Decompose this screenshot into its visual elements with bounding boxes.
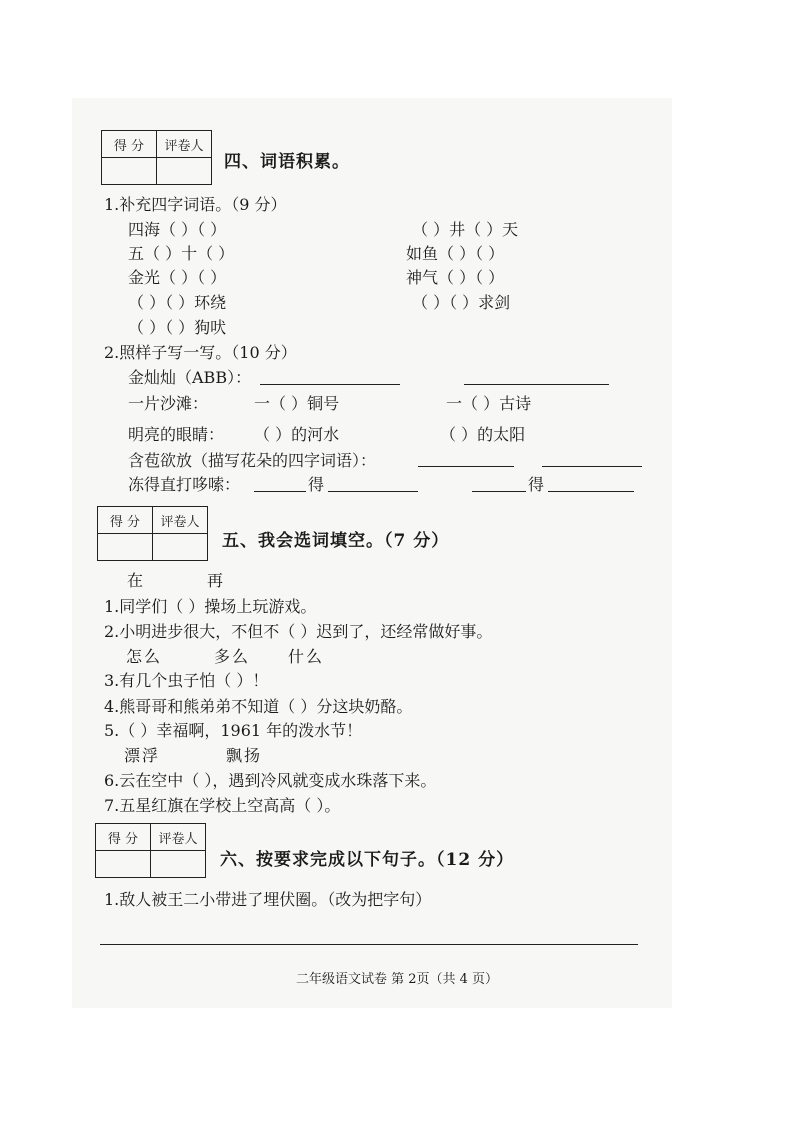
q4-1-left-1: 五（ ）十（ ） <box>128 244 235 263</box>
q4-2-line3-a: 明亮的眼睛： <box>128 425 225 444</box>
q5-4: 4.熊哥哥和熊弟弟不知道（ ）分这块奶酪。 <box>104 697 413 716</box>
score-label: 得 分 <box>96 824 151 851</box>
q5-2: 2.小明进步很大，不但不（ ）迟到了，还经常做好事。 <box>104 622 493 641</box>
score-cell[interactable] <box>98 534 153 561</box>
grader-cell[interactable] <box>157 158 212 185</box>
section5-title: 五、我会选词填空。（7 分） <box>222 531 450 551</box>
word-option: 在 <box>127 571 144 590</box>
score-label: 得 分 <box>98 507 153 534</box>
score-box-section4 <box>101 130 212 185</box>
word-option: 飘扬 <box>226 746 263 765</box>
q4-2-line5-a: 冻得直打哆嗦： <box>128 475 241 494</box>
bottom-rule <box>100 944 638 945</box>
score-cell[interactable] <box>96 851 151 878</box>
answer-line[interactable] <box>328 491 418 492</box>
score-cell[interactable] <box>102 158 157 185</box>
q4-1-left-2: 金光（ ）（ ） <box>128 268 227 287</box>
q4-2-line2-b: 一（ ）铜号 <box>254 394 340 413</box>
q4-2-line4: 含苞欲放（描写花朵的四字词语）： <box>128 451 377 470</box>
answer-line[interactable] <box>548 491 634 492</box>
answer-line[interactable] <box>418 466 514 467</box>
word-option: 多么 <box>214 647 251 666</box>
answer-line[interactable] <box>254 491 306 492</box>
q4-1-right-0: （ ）井（ ）天 <box>412 220 519 239</box>
word-option: 再 <box>207 571 224 590</box>
q4-1-right-3: （ ）（ ）求剑 <box>412 293 511 312</box>
answer-line[interactable] <box>464 384 609 385</box>
answer-line[interactable] <box>260 384 400 385</box>
grader-cell[interactable] <box>151 851 206 878</box>
q5-3: 3.有几个虫子怕（ ）！ <box>104 671 269 690</box>
q5-7: 7.五星红旗在学校上空高高（ ）。 <box>104 796 341 815</box>
word-option: 什么 <box>288 647 325 666</box>
score-box-section6 <box>95 823 206 878</box>
section6-title: 六、按要求完成以下句子。（12 分） <box>220 850 515 870</box>
score-box-section5 <box>97 506 208 561</box>
q4-2-line3-b: （ ）的河水 <box>254 425 340 444</box>
q5-6: 6.云在空中（ ），遇到冷风就变成水珠落下来。 <box>104 771 437 790</box>
grader-label: 评卷人 <box>157 131 212 158</box>
q4-2-line5-de2: 得 <box>528 475 545 494</box>
q4-2-line1: 金灿灿（ABB）： <box>128 368 252 387</box>
answer-line[interactable] <box>472 491 526 492</box>
q4-2-line3-c: （ ）的太阳 <box>440 425 526 444</box>
page-footer: 二年级语文试卷 第 2页（共 4 页） <box>295 972 499 987</box>
grader-label: 评卷人 <box>151 824 206 851</box>
q4-2-line2-a: 一片沙滩： <box>128 394 209 413</box>
score-label: 得 分 <box>102 131 157 158</box>
word-option: 漂浮 <box>124 746 161 765</box>
q4-2-label: 2.照样子写一写。（10 分） <box>104 343 297 362</box>
q4-2-line5-de1: 得 <box>308 475 325 494</box>
word-option: 怎么 <box>126 647 163 666</box>
q5-5: 5.（ ）幸福啊，1961 年的泼水节！ <box>104 721 363 740</box>
q4-1-right-2: 神气（ ）（ ） <box>406 268 505 287</box>
section4-title: 四、词语积累。 <box>224 152 350 172</box>
q4-1-left-4: （ ）（ ）狗吠 <box>128 318 227 337</box>
grader-label: 评卷人 <box>153 507 208 534</box>
q4-1-left-0: 四海（ ）（ ） <box>128 220 227 239</box>
q4-1-right-1: 如鱼（ ）（ ） <box>406 244 505 263</box>
q4-2-line2-c: 一（ ）古诗 <box>446 394 532 413</box>
q4-1-label: 1.补充四字词语。（9 分） <box>104 195 287 214</box>
answer-line[interactable] <box>542 466 642 467</box>
grader-cell[interactable] <box>153 534 208 561</box>
q4-1-left-3: （ ）（ ）环绕 <box>128 293 227 312</box>
q5-1: 1.同学们（ ）操场上玩游戏。 <box>104 597 317 616</box>
q6-1: 1.敌人被王二小带进了埋伏圈。（改为把字句） <box>104 890 432 909</box>
